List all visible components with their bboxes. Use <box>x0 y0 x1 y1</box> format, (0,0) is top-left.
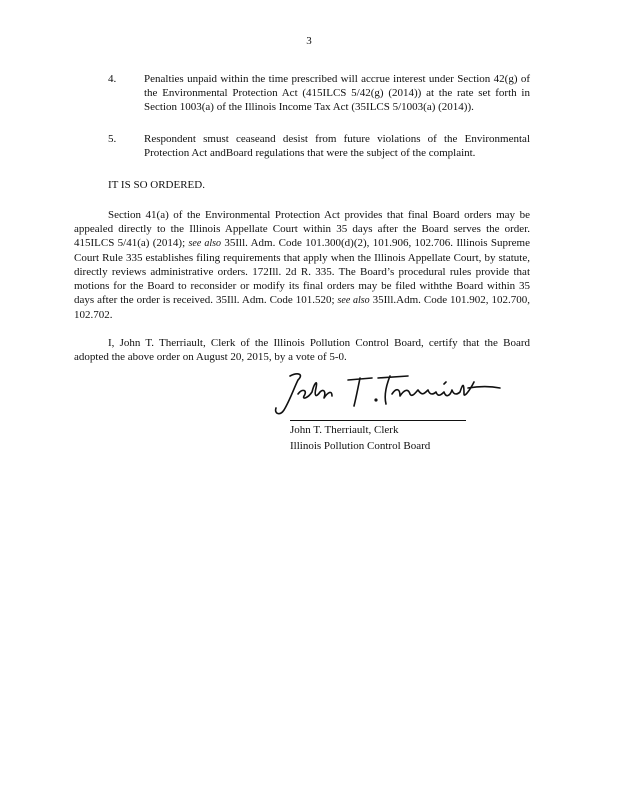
signer-agency: Illinois Pollution Control Board <box>290 440 431 452</box>
see-also-1: see also <box>188 238 222 249</box>
appeal-rights-paragraph <box>74 208 530 322</box>
item-number: 4. <box>108 73 117 85</box>
signer-name-title: John T. Therriault, Clerk <box>290 424 399 436</box>
see-also-2: see also <box>337 295 370 306</box>
appeal-text-3: 35Ill.Adm. Code 101.902, 102.700, 102.702. <box>74 294 530 321</box>
item-text: Penalties unpaid within the time prescribed will accrue interest under Section 42(g) of the Environmental Protection Act (415ILCS 5/42(g) (2014)) at the rate set forth in Section 1003(a) of the Illinois Income Tax Act (35ILCS 5/1003(a) (2014)). <box>144 73 530 113</box>
item-text: Respondent smust ceaseand desist from future violations of the Environmental Protection Act andBoard regulations that were the subject of the complaint. <box>144 133 530 159</box>
appeal-text-1: Section 41(a) of the Environmental Protection Act provides that final Board orders may be appealed directly to the Illinois Appellate Court within 35 days after the Board serves the order. 415ILCS 5/41(a) (2014); <box>74 209 530 249</box>
signature-block <box>290 366 470 453</box>
order-body <box>74 72 530 378</box>
item-number: 5. <box>108 133 117 145</box>
appeal-text-2: 35Ill. Adm. Code 101.300(d)(2), 101.906, 102.706. Illinois Supreme Court Rule 335 establishes filing requirements that apply when the Illinois Appellate Court, by statute, directly reviews administrative orders. 172Ill. 2d R. 335. The Board’s procedural rules provide that motions for the Board to reconsider or modify its final orders may be filed withthe Board within 35 days after the order is received. 35Ill. Adm. Code 101.520; <box>74 237 530 306</box>
signature-line <box>290 420 466 421</box>
order-item-5 <box>74 132 530 160</box>
page-number: 3 <box>306 35 312 47</box>
certification-paragraph: I, John T. Therriault, Clerk of the Illinois Pollution Control Board, certify that the Board adopted the above order on August 20, 2015, by a vote of 5-0. <box>74 337 530 363</box>
handwritten-signature <box>268 366 508 426</box>
so-ordered-line: IT IS SO ORDERED. <box>108 179 205 191</box>
order-item-4 <box>74 72 530 114</box>
